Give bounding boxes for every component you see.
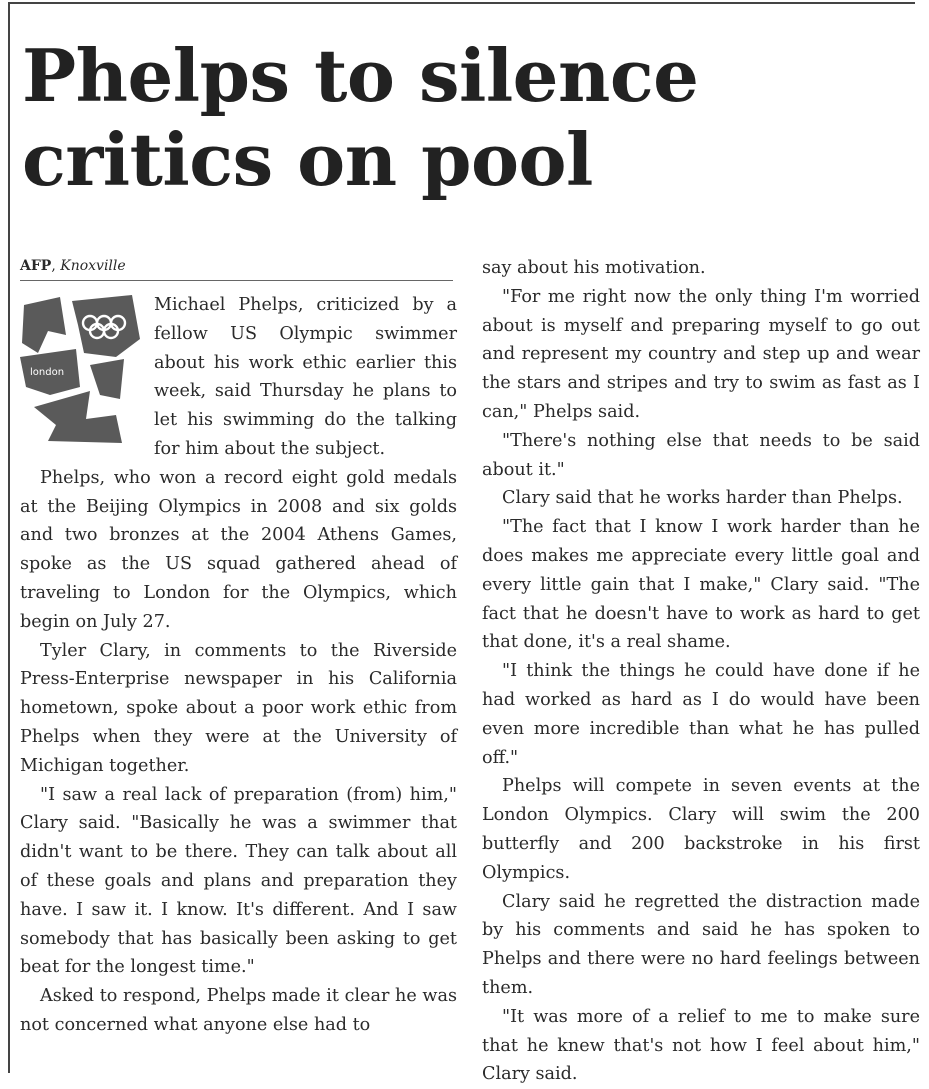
paragraph: "It was more of a relief to me to make sure that he knew that's not how I feel about him," Clary said. <box>482 1006 920 1085</box>
paragraph: Asked to respond, Phelps made it clear he was not concerned what anyone else had to <box>20 986 457 1035</box>
headline: Phelps to silence critics on pool <box>22 33 699 202</box>
paragraph: Tyler Clary, in comments to the Riverside Press-Enterprise newspaper in his California hometown, spoke about a poor work ethic from Phelps when they were at the University of Michigan together. <box>20 640 457 776</box>
paragraph: Michael Phelps, criticized by a fellow US Olympic swimmer about his work ethic earlier this week, said Thursday he plans to let his swimming do the talking for him about the subject. <box>154 295 457 459</box>
paragraph: "The fact that I know I work harder than he does makes me appreciate every little goal and every little gain that I make," Clary said. "The fact that he doesn't have to work as hard to get that done, it's a real shame. <box>482 517 920 653</box>
london-2012-olympics-logo <box>20 295 142 445</box>
paragraph: Phelps, who won a record eight gold medals at the Beijing Olympics in 2008 and six golds and two bronzes at the 2004 Athens Games, spoke as the US squad gathered ahead of traveling to London for the Olympics, which begin on July 27. <box>20 467 457 632</box>
paragraph: "I think the things he could have done if he had worked as hard as I do would have been even more incredible than what he has pulled off." <box>482 661 920 768</box>
byline-separator: , <box>51 258 56 274</box>
paragraph: "There's nothing else that needs to be said about it." <box>482 430 920 480</box>
article-column-right <box>482 254 920 1089</box>
logo-text: london <box>30 367 65 378</box>
article-column-left <box>20 256 457 1040</box>
paragraph: Phelps will compete in seven events at the London Olympics. Clary will swim the 200 butterfly and 200 backstroke in his first Olympics. <box>482 776 920 883</box>
paragraph: Clary said that he works harder than Phelps. <box>502 488 903 509</box>
byline-agency: AFP <box>20 258 52 274</box>
top-rule <box>8 2 915 4</box>
paragraph: say about his motivation. <box>482 258 706 278</box>
paragraph: "For me right now the only thing I'm worried about is myself and preparing myself to go out and represent my country and step up and wear the stars and stripes and try to swim as fast as I can," Phelps said. <box>482 286 920 422</box>
paragraph: "I saw a real lack of preparation (from) him," Clary said. "Basically he was a swimmer that didn't want to be there. They can talk about all of these goals and plans and preparation they have. I saw it. I know. It's different. And I saw somebody that has basically been asking to get beat for the longest time." <box>20 784 457 978</box>
left-rule <box>8 2 10 1073</box>
byline-place: Knoxville <box>60 258 126 274</box>
byline <box>20 256 453 281</box>
paragraph: Clary said he regretted the distraction made by his comments and said he has spoken to Phelps and there were no hard feelings between them. <box>482 891 920 998</box>
